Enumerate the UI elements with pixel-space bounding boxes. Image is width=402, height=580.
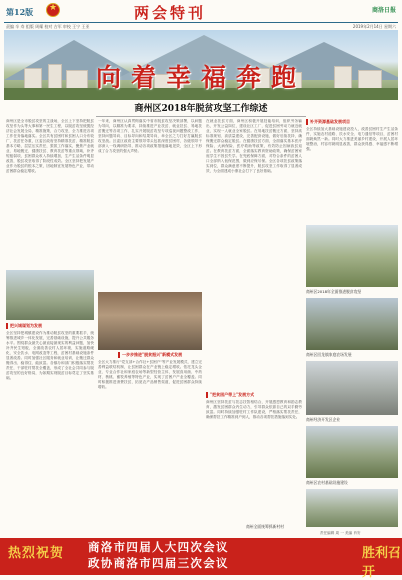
article-body-col3b: 商州区坚持扶贫与扶志扶智相结合，开展感恩教育和励志教育，激发贫困群众内生动力，引导群众依靠自己的双手勤劳致富。同时持续加强驻村工作队建设，严格落实帮扶责任，确保帮扶工作精准到户到人，推动各项帮扶措施落到实处。 xyxy=(206,400,302,419)
paper-name: 商洛日报 xyxy=(371,7,396,14)
banner-title: 向着幸福奔跑 xyxy=(95,63,306,92)
masthead-title: 两会特刊 xyxy=(133,4,206,22)
article-body-col2: 一年来，商州区认真贯彻落实中省市脱贫攻坚决策部署，以问题为导向，以精准为要求，持续推进产业扶贫、就业扶贫、易地扶贫搬迁等各项工作，扎实开展脱贫攻坚专项巡视问题整改工作，坚持问题导向、目标导向和结果导向，举全区之力打好打赢脱贫攻坚战。区委区政府主要领导带头包抓深度贫困村，各级领导干部深入一线调研指导，推动各项政策措施落地见效，全区上下形成了合力攻坚的强大声势。 xyxy=(98,119,202,153)
subhead-1: 把兴城谋划为发展 xyxy=(6,323,42,329)
article-body-col3: 在就业扶贫方面，商州区积极开展技能培训，组织劳务输出，开发公益岗位，建设社区工厂，促进贫困劳动力就近就业，实现一人就业全家脱贫。在易地扶贫搬迁方面，坚持高标准规划、高质量建设，完善配套设施，做好后续扶持，确保搬迁群众稳定脱贫。在健康扶贫方面，全面落实基本医疗保险、大病保险、医疗救助等政策，有效防止因病致贫返贫。在教育扶贫方面，全面落实教育资助政策，确保贫困家庭学生不因贫失学。在兜底保障方面，对符合条件的贫困人口全部纳入低保范围，做到应保尽保。全区各项扶贫政策落实到位，群众满意度不断提升，脱贫攻坚工作取得了显著成效，为全面建成小康社会打下了良好基础。 xyxy=(206,119,302,173)
article-body-col1b: 全区坚持把城镇建设作为推动脱贫攻坚的重要抓手，统筹推进城乡一体化发展，完善基础设施，提升公共服务水平。围绕群众最关心最直接最现实的利益问题，加快补齐民生短板，全面改善农村人居环境，实施道路硬化、安全饮水、电网改造等工程，贫困村基础设施条件显著改善。同时加强社区服务和就业培训，让搬迁群众搬得出、稳得住、能致富。各镇办和部门积极落实帮扶责任，干部驻村帮扶全覆盖，形成了全社会共同参与脱贫攻坚的良好格局，为如期实现脱贫目标奠定了坚实基础。 xyxy=(6,331,94,380)
subhead-3: "把贫困户带上"发展方式 xyxy=(206,392,254,398)
photo-factory xyxy=(306,361,398,415)
caption-2: 商州区回龙镇家庭农场发展 xyxy=(306,352,352,357)
banner-image xyxy=(4,30,398,100)
header-divider xyxy=(4,22,398,23)
emblem-icon xyxy=(46,3,60,17)
footer-line-1: 商洛市四届人大四次会议 xyxy=(88,540,229,554)
editor-line: 责任编辑 周 一 美编 肖安 xyxy=(320,531,361,535)
subhead-2: 一步步推进"脱贫振兴"新模式发展 xyxy=(118,352,182,358)
caption-4: 商州区农村基础设施建设 xyxy=(306,480,348,485)
caption-5: 商州全面统筹抓新村村 xyxy=(246,524,284,529)
photo-meeting xyxy=(98,292,202,350)
footer-line-2: 政协商洛市四届三次会议 xyxy=(88,556,229,570)
photo-base xyxy=(306,489,398,527)
caption-3: 商州经济开发区企业 xyxy=(306,417,341,422)
page-number: 第12版 xyxy=(6,7,34,17)
photo-enterprise xyxy=(306,298,398,350)
article-body-col4: 全区持续加大基础设施建设投入，改善贫困村生产生活条件，实施农村道路、饮水安全、电力通信等项目，贫困村面貌焕然一新。同时大力推进美丽乡村建设，开展人居环境整治，村容村貌明显改善，群众获得感、幸福感不断增强。 xyxy=(306,127,398,151)
footer-left-text: 热烈祝贺 xyxy=(8,546,65,561)
subhead-4: 补齐资源基础发展项目 xyxy=(306,119,350,125)
article-headline: 商州区2018年脱贫攻坚工作综述 xyxy=(134,104,268,114)
footer-right-text: 胜利召开 xyxy=(362,546,402,580)
article-body-col1: 商州区是全市脱贫攻坚的主战场，全区上下坚持把脱贫攻坚作为头等大事和第一民生工程，以脱贫攻坚统揽经济社会发展全局，精准施策，合力攻坚，全力推进各项工作任务落地落实。全区共有贫困村和贫困人口分布较广，扶贫任务重，区委区政府坚持精准扶贫、精准脱贫基本方略，层层压实责任，狠抓工作落实，聚焦产业就业、易地搬迁、健康扶贫、教育扶贫等重点领域，补齐短板弱项，贫困群众收入持续增加，生产生活条件明显改善，脱贫攻坚取得了阶段性成效。全区坚持把发展产业作为脱贫的根本之策，因地制宜发展特色产业，带动贫困群众稳定增收。 xyxy=(6,119,94,173)
photo-street xyxy=(6,270,94,320)
caption-1: 商州区2018年全面推进脱贫攻坚 xyxy=(306,289,362,294)
photo-farm xyxy=(306,225,398,287)
publication-date: 2019年2月14日 星期六 xyxy=(352,24,396,29)
photo-village xyxy=(306,426,398,478)
article-body-col2b: 全区大力推行"党支部+合作社+贫困户"等产业发展模式，建立完善利益联结机制，让贫困群众在产业链上稳定增收。依托龙头企业、专业合作社和家庭农场等新型经营主体，发展食用菌、中药材、核桃、畜牧养殖等特色产业，实现了贫困户产业全覆盖。同时积极推进消费扶贫，拓宽农产品销售渠道，促进贫困群众持续增收。 xyxy=(98,360,202,389)
editor-credits: 责编 辛 寿 组版 周耀 校对 吉军 审校 王宁 王亚 xyxy=(6,24,90,29)
